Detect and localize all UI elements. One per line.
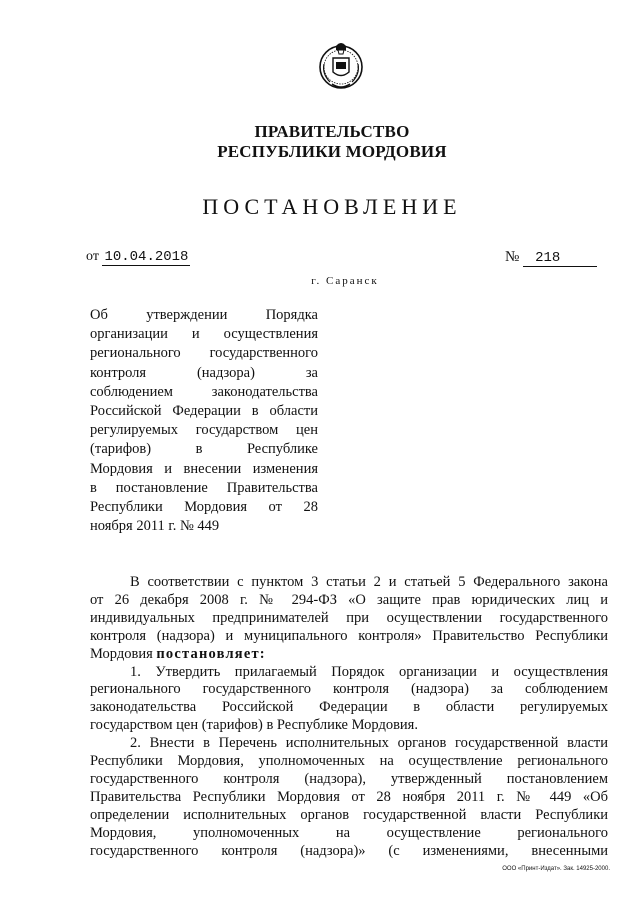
- resolves-word: постановляет:: [156, 645, 266, 662]
- preamble-line: В соответствии с пунктом 3 статьи 2 и статьей 5 Федерального закона: [130, 574, 608, 590]
- date-prefix: от: [86, 249, 99, 264]
- subject-line: Об утверждении Порядка: [90, 307, 318, 323]
- clause-2-line: определении исполнительных органов государственной власти Республики: [90, 806, 608, 823]
- subject-line: контроля (надзора) за: [90, 364, 318, 381]
- government-title-line1: ПРАВИТЕЛЬСТВО: [254, 122, 410, 141]
- preamble-line: индивидуальных предпринимателей при осуществлении государственного: [90, 609, 608, 626]
- subject-line: регулируемых государством цен: [90, 422, 318, 439]
- number-prefix: №: [505, 249, 520, 265]
- subject-line: Республики Мордовия от 28: [90, 499, 318, 516]
- preamble-last-text: Мордовия: [90, 645, 157, 662]
- printer-note: ООО «Принт-Издат». Зак. 14925-2000.: [502, 866, 610, 872]
- clause-2-line: 2. Внести в Перечень исполнительных органов государственной власти: [130, 735, 608, 752]
- document-subject: [90, 306, 318, 536]
- clause-2-line: Республики Мордовия, уполномоченных на осуществление регионального: [90, 753, 608, 770]
- subject-line: организации и осуществления: [90, 326, 318, 343]
- document-date: [86, 249, 190, 266]
- document-number: [505, 249, 597, 267]
- preamble-last-line: [90, 646, 608, 664]
- clause-2-line: государственного контроля (надзора)» (с изменениями, внесенными: [90, 842, 608, 859]
- subject-line: в постановление Правительства: [90, 479, 318, 496]
- city-line: г. Саранск: [311, 275, 379, 287]
- subject-line: соблюдением законодательства: [90, 383, 318, 400]
- date-value: 10.04.2018: [104, 249, 189, 265]
- clause-2-line: Мордовия, уполномоченных на осуществление регионального: [90, 824, 608, 841]
- clause-1-line: законодательства Российской Федерации в области регулируемых: [90, 699, 608, 716]
- subject-line: (тарифов) в Республике: [90, 441, 318, 458]
- subject-line: ноября 2011 г. № 449: [90, 518, 220, 535]
- government-title-line2: РЕСПУБЛИКИ МОРДОВИЯ: [217, 142, 447, 161]
- clause-1-line: государством цен (тарифов) в Республике Мордовия.: [90, 717, 418, 734]
- number-value: 218: [523, 250, 597, 267]
- preamble-line: контроля (надзора) и муниципального контроля» Правительство Республики: [90, 627, 608, 644]
- preamble-line: от 26 декабря 2008 г. № 294-ФЗ «О защите прав юридических лиц и: [90, 591, 608, 608]
- clause-2-line: Правительства Республики Мордовия от 28 ноября 2011 г. № 449 «Об: [90, 788, 608, 805]
- clause-1-line: 1. Утвердить прилагаемый Порядок организации и осуществления: [130, 663, 608, 680]
- document-body: [90, 574, 608, 861]
- clause-1-line: регионального государственного контроля (надзора) за соблюдением: [90, 681, 608, 698]
- subject-line: Мордовия и внесении изменения: [90, 460, 318, 477]
- clause-2-line: государственного контроля (надзора), утвержденный постановлением: [90, 770, 608, 787]
- coat-of-arms-icon: [318, 38, 364, 92]
- subject-line: регионального государственного: [90, 345, 318, 362]
- document-type: ПОСТАНОВЛЕНИЕ: [202, 194, 462, 219]
- subject-line: Российской Федерации в области: [90, 403, 318, 420]
